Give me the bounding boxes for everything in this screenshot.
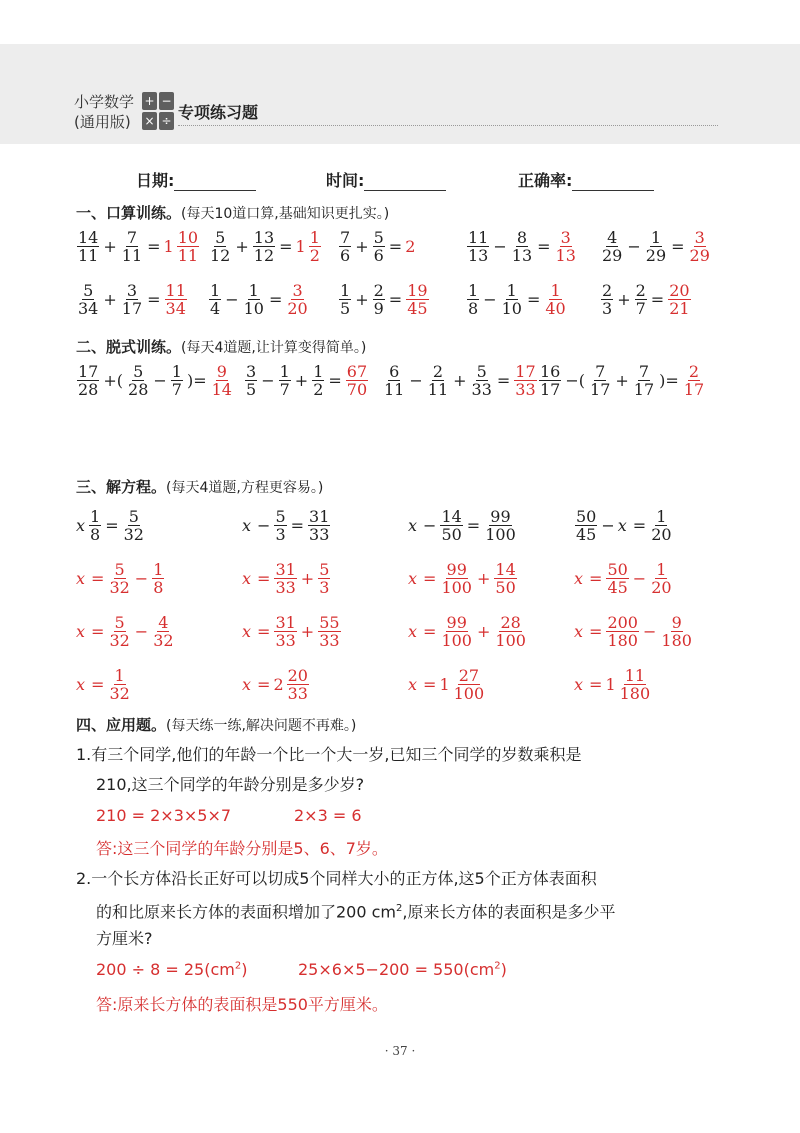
equation-3-answer: x = 1 27 100 <box>408 666 485 703</box>
answer: $\frac{3}{29}$ <box>689 228 710 265</box>
answer: $\frac{9}{14}$ <box>211 362 232 399</box>
answer: 2 <box>405 237 416 256</box>
oral-problem-3: 7 6 + $\frac{5}{6}$ = 2 <box>340 228 416 265</box>
time-label: 时间: <box>326 171 365 190</box>
section-note: (每天4道题,让计算变得简单。) <box>181 340 367 356</box>
time-blank[interactable] <box>364 173 446 191</box>
plus-icon: + <box>142 92 157 110</box>
answer: $\frac{20}{21}$ <box>669 281 690 318</box>
oral-problem-9: 1 8 − $\frac{1}{10}$ = $\frac{1}{40}$ <box>468 281 566 318</box>
equation-2-step-2: x = $\frac{31}{33}$ + $\frac{55}{33}$ <box>242 613 340 650</box>
stepwise-problem-1: 17 28 +( 5 28 − $\frac{1}{7}$ )= $\frac{9}{14}$ <box>78 362 232 399</box>
problem-2-calc-1: $200 \div 8 = 25(cm^2)$ <box>96 960 248 979</box>
section-4-heading <box>76 714 356 735</box>
answer: $\frac{11}{34}$ <box>165 281 186 318</box>
problem-2-line-2: 的和比原来长方体的表面积增加了200 $cm^2$,原来长方体的表面积是多少平 <box>96 902 616 922</box>
time-field[interactable] <box>326 168 446 191</box>
answer: $\frac{3}{20}$ <box>287 281 308 318</box>
stepwise-problem-2: 3 5 − $\frac{1}{7}$ + $\frac{1}{2}$ = $\frac{67}{70}$ <box>246 362 368 399</box>
minus-icon: − <box>159 92 174 110</box>
brand-line2: (通用版) <box>74 113 131 131</box>
problem-1-answer: 答:这三个同学的年龄分别是5、6、7岁。 <box>96 839 388 858</box>
date-label: 日期: <box>136 171 175 190</box>
operation-icons <box>142 92 174 130</box>
oral-problem-10: 2 3 + $\frac{2}{7}$ = $\frac{20}{21}$ <box>602 281 690 318</box>
series-title: 专项练习题 <box>178 103 259 122</box>
oral-problem-4: 11 13 − $\frac{8}{13}$ = $\frac{3}{13}$ <box>468 228 576 265</box>
section-1-heading <box>76 202 389 223</box>
answer: $\frac{1}{40}$ <box>545 281 566 318</box>
page-number: · 37 · <box>384 1044 416 1058</box>
answer: $\frac{67}{70}$ <box>346 362 368 399</box>
problem-2-line-3: 方厘米? <box>96 929 153 948</box>
section-3-heading <box>76 476 323 497</box>
section-note: (每天10道口算,基础知识更扎实。) <box>181 206 390 222</box>
brand <box>74 92 134 132</box>
equation-4-step-2: x = $\frac{200}{180}$ − $\frac{9}{180}$ <box>574 613 692 650</box>
problem-1-calc-1: 210 = 2×3×5×7 <box>96 806 232 825</box>
problem-2-answer: 答:原来长方体的表面积是550平方厘米。 <box>96 995 388 1014</box>
section-note: (每天练一练,解决问题不再难。) <box>166 718 357 734</box>
equation-1-answer: x = $\frac{1}{32}$ <box>76 666 130 703</box>
section-title: 一、口算训练。 <box>76 204 182 222</box>
section-title: 三、解方程。 <box>76 478 167 496</box>
oral-problem-2: 5 12 + $\frac{13}{12}$ = 1 1 2 <box>210 228 320 265</box>
problem-2-line-1: 2.一个长方体沿长正好可以切成5个同样大小的正方体,这5个正方体表面积 <box>76 869 597 888</box>
problem-2-calc-2: $25\times 6\times 5-200 = 550(cm^2)$ <box>298 960 507 979</box>
equation-4-answer: x = 1 11 180 <box>574 666 651 703</box>
accuracy-field[interactable] <box>518 168 654 191</box>
problem-1-calc-2: 2×3 = 6 <box>294 806 362 825</box>
equation-4: 50 45 − x = $\frac{1}{20}$ <box>576 507 672 544</box>
header-rule <box>178 125 718 126</box>
answer: 10 11 <box>177 228 199 265</box>
accuracy-label: 正确率: <box>518 171 573 190</box>
times-icon: × <box>142 112 157 130</box>
date-blank[interactable] <box>174 173 256 191</box>
oral-problem-1: 14 11 + $\frac{7}{11}$ = 1 10 11 <box>78 228 199 265</box>
problem-1-line-2: 210,这三个同学的年龄分别是多少岁? <box>96 775 365 794</box>
oral-problem-8: 1 5 + $\frac{2}{9}$ = $\frac{19}{45}$ <box>340 281 428 318</box>
stepwise-problem-4: 16 17 −( 7 17 + $\frac{7}{17}$ )= $\frac{2}{17}$ <box>540 362 705 399</box>
equation-1-step-2: x = $\frac{5}{32}$ − $\frac{4}{32}$ <box>76 613 174 650</box>
answer: 1 2 <box>309 228 320 265</box>
answer: $\frac{17}{33}$ <box>515 362 536 399</box>
equation-1: x $\frac{1}{8}$ = $\frac{5}{32}$ <box>76 507 144 544</box>
equation-3-step-1: x = $\frac{99}{100}$ + $\frac{14}{50}$ <box>408 560 516 597</box>
section-title: 二、脱式训练。 <box>76 338 182 356</box>
equation-3-step-2: x = $\frac{99}{100}$ + $\frac{28}{100}$ <box>408 613 526 650</box>
equation-4-step-1: x = $\frac{50}{45}$ − $\frac{1}{20}$ <box>574 560 672 597</box>
accuracy-blank[interactable] <box>572 173 654 191</box>
equation-2-answer: x = 2 20 33 <box>242 666 308 703</box>
oral-problem-6: 5 34 + $\frac{3}{17}$ = $\frac{11}{34}$ <box>78 281 186 318</box>
divide-icon: ÷ <box>159 112 174 130</box>
date-field[interactable] <box>136 168 256 191</box>
answer: $\frac{3}{13}$ <box>555 228 576 265</box>
equation-1-step-1: x = $\frac{5}{32}$ − $\frac{1}{8}$ <box>76 560 164 597</box>
equation-2-step-1: x = $\frac{31}{33}$ + $\frac{5}{3}$ <box>242 560 330 597</box>
brand-line1: 小学数学 <box>74 93 135 111</box>
answer: $\frac{2}{17}$ <box>683 362 705 399</box>
answer: $\frac{19}{45}$ <box>407 281 428 318</box>
equation-2: x − $\frac{5}{3}$ = $\frac{31}{33}$ <box>242 507 330 544</box>
section-title: 四、应用题。 <box>76 716 167 734</box>
oral-problem-7: 1 4 − $\frac{1}{10}$ = $\frac{3}{20}$ <box>210 281 308 318</box>
section-2-heading <box>76 336 366 357</box>
stepwise-problem-3: 6 11 − $\frac{2}{11}$ + $\frac{5}{33}$ = $\frac{17}{33}$ <box>384 362 536 399</box>
section-note: (每天4道题,方程更容易。) <box>166 480 324 496</box>
equation-3: x − $\frac{14}{50}$ = $\frac{99}{100}$ <box>408 507 516 544</box>
problem-1-line-1: 1.有三个同学,他们的年龄一个比一个大一岁,已知三个同学的岁数乘积是 <box>76 745 582 764</box>
oral-problem-5: 4 29 − $\frac{1}{29}$ = $\frac{3}{29}$ <box>602 228 710 265</box>
